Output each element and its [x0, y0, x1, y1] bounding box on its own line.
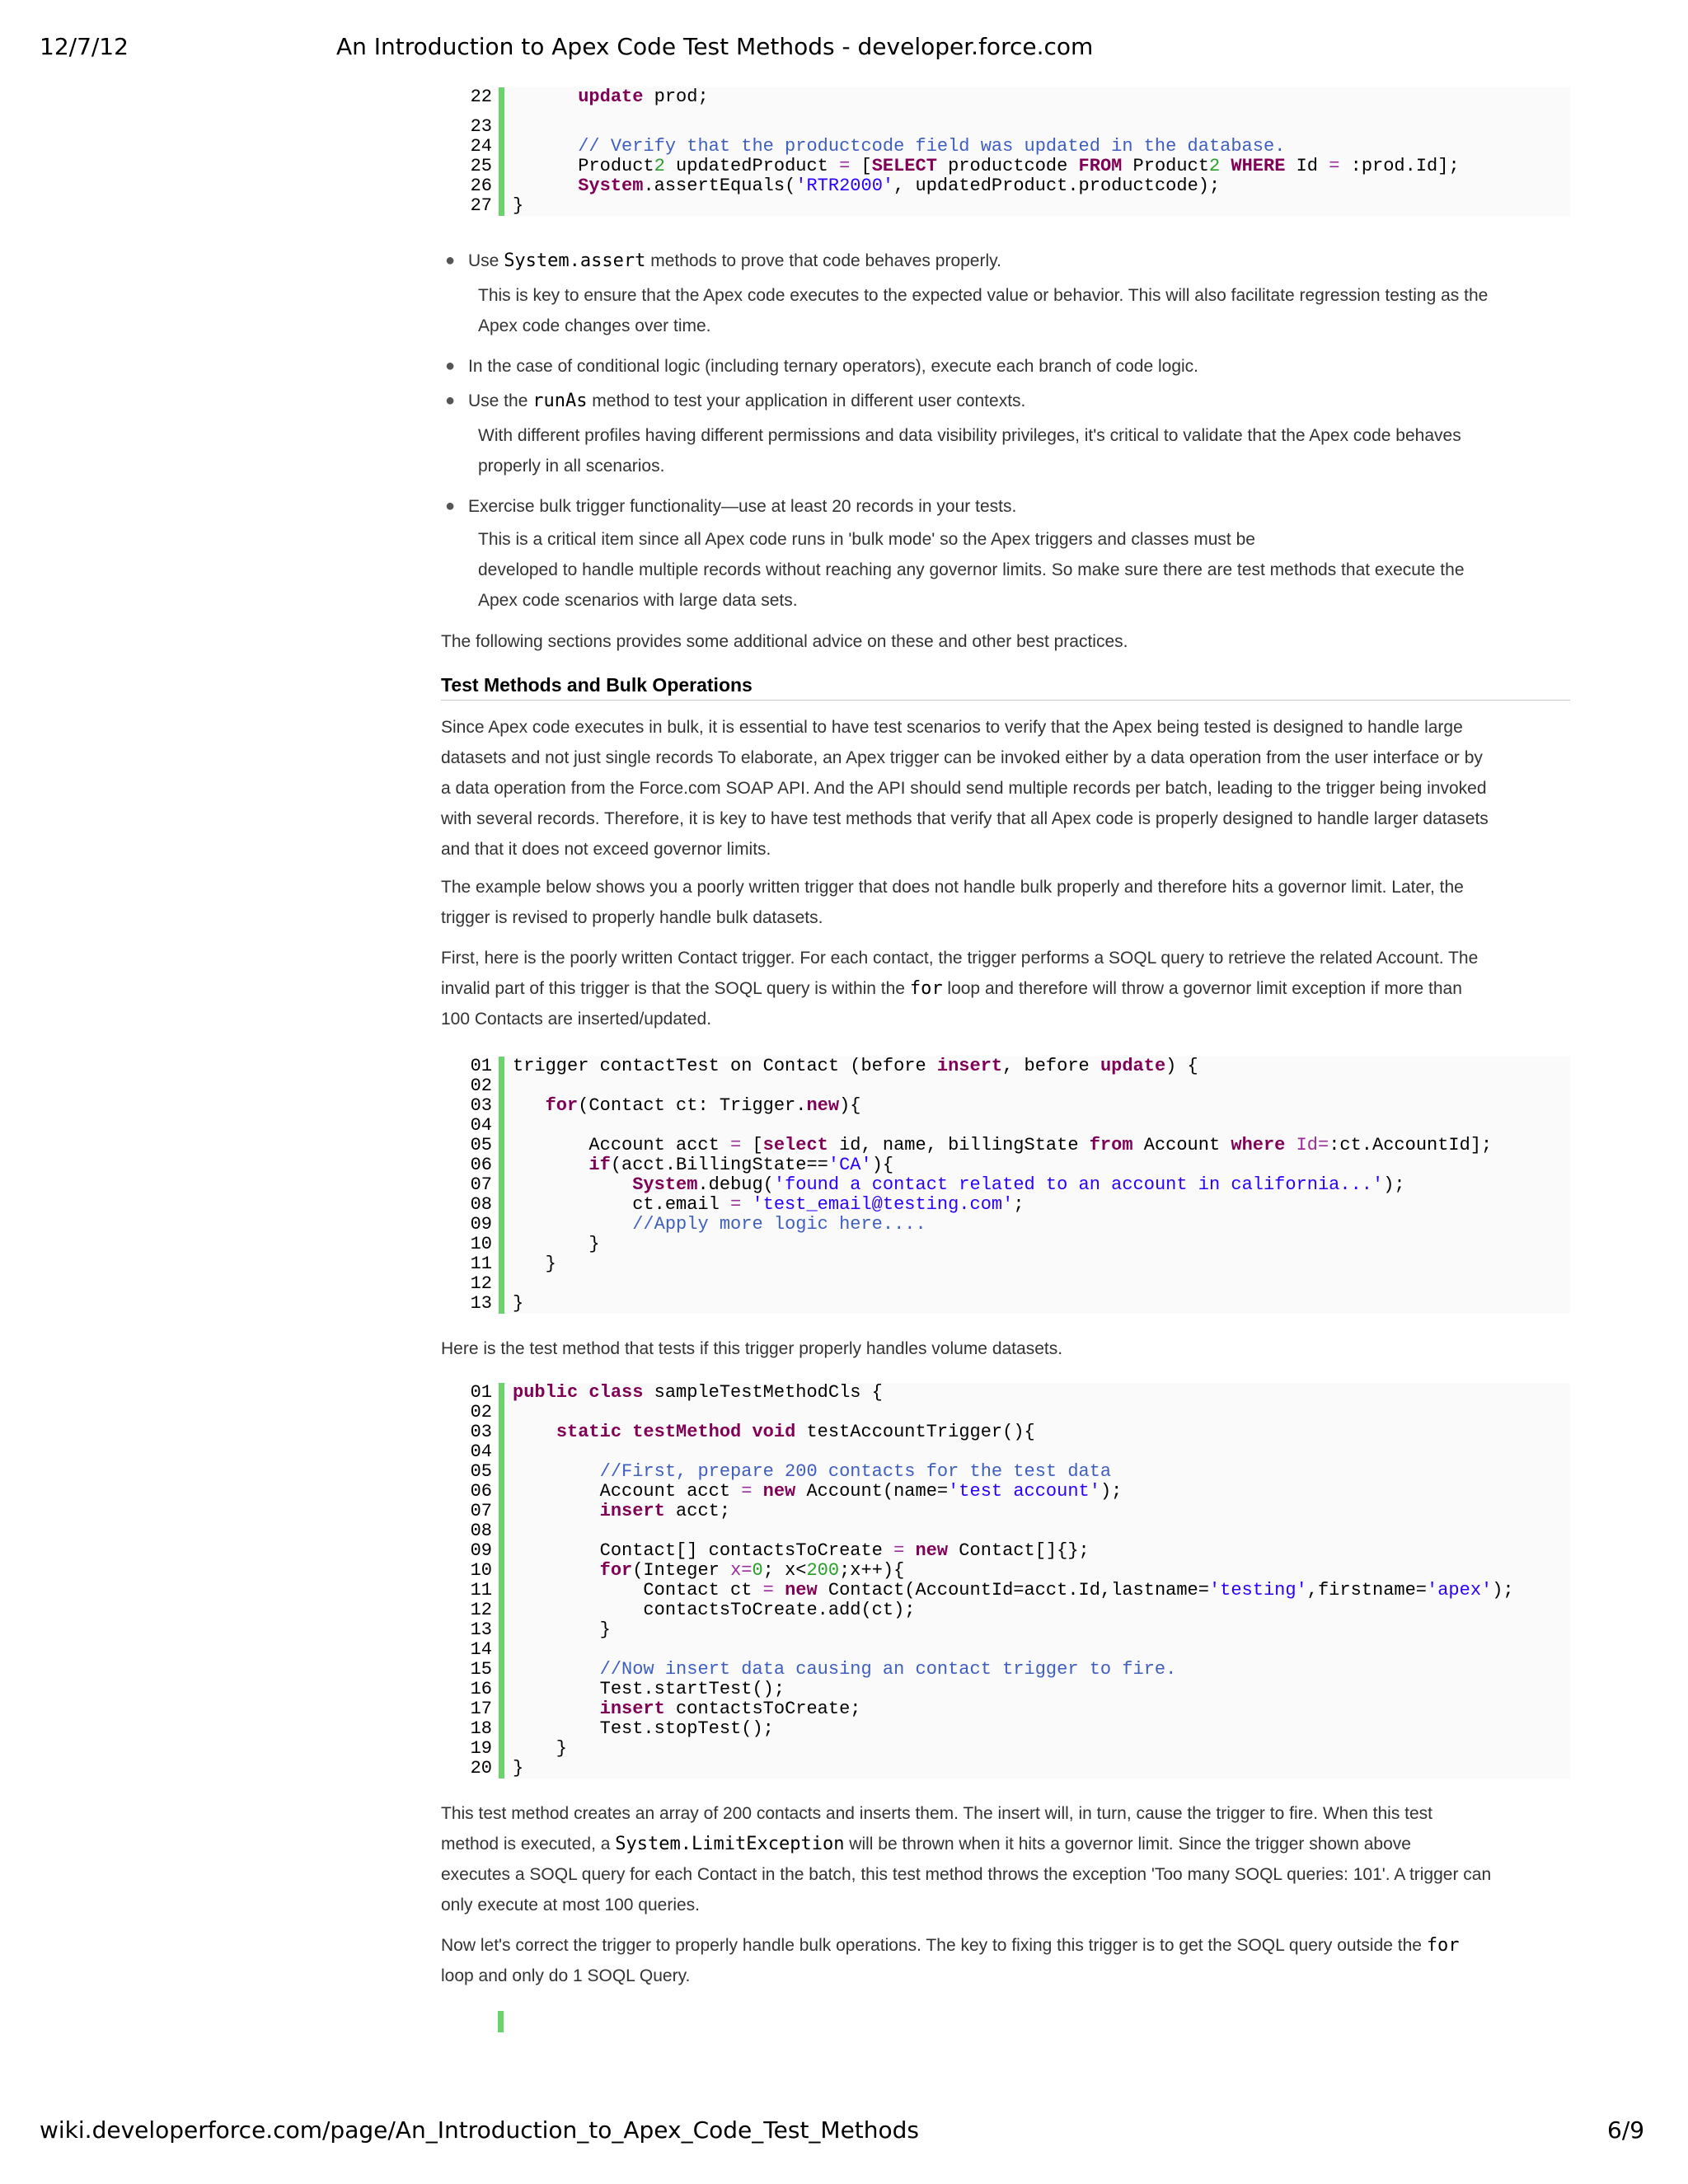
code-line: 26 System.assertEquals('RTR2000', updatedProduct.productcode);	[457, 176, 1570, 196]
page-number: 6/9	[1607, 2116, 1645, 2144]
bullet-detail: This is key to ensure that the Apex code executes to the expected value or behavior. This will also facilitate regression testing as the Apex code changes over time.	[478, 286, 1489, 335]
code-line	[457, 107, 1570, 117]
code-line: 23	[457, 117, 1570, 137]
bullet-dot-icon: ●	[445, 357, 456, 375]
paragraph: Here is the test method that tests if this trigger properly handles volume datasets.	[441, 1339, 1063, 1358]
bullet-detail: This is a critical item since all Apex code runs in 'bulk mode' so the Apex triggers and classes must be developed to handle multiple records without reaching any governor limits. So make sure there are test methods that execute the Apex code scenarios with large data sets.	[478, 530, 1465, 610]
code-line: 25 Product2 updatedProduct = [SELECT productcode FROM Product2 WHERE Id = :prod.Id];	[457, 157, 1570, 176]
paragraph: Since Apex code executes in bulk, it is essential to have test scenarios to verify that the Apex being tested is designed to handle large datasets and not just single records To elaborate, an Apex trigger can be invoked either by a data operation from the user interface or by a data operation from the Force.com SOAP API. And the API should send multiple records per batch, leading to the trigger being invoked with several records. Therefore, it is key to have test methods that verify that all Apex code is properly designed to handle larger datasets and that it does not exceed governor limits.	[441, 718, 1489, 859]
code-block-test-class: 01 public class sampleTestMethodCls { 02 03 static testMethod void testAccountTrigger(){ 04 05 //First, prepare 200 contacts for the test data 06 Account acct = new Account(name='test account'); 07 insert acct; 08 09 Contact[] contactsToCreate = new Contact[]{}; 10 for(Integer x=0; x<200;x++){ 11 Contact ct = new Contact(AccountId=acct.Id,lastname='testing',firstname='apex'); 12 contactsToCreate.add(ct); 13 } 14 15 //Now insert data causing an contact trigger to fire. 16 Test.startTest(); 17 insert contactsToCreate; 18 Test.stopTest(); 19 } 20 }	[457, 1383, 1570, 1779]
paragraph: Now let's correct the trigger to properly handle bulk operations. The key to fixing this trigger is to get the SOQL query outside the for loop and only do 1 SOQL Query.	[441, 1935, 1460, 1985]
page-url: wiki.developerforce.com/page/An_Introduction_to_Apex_Code_Test_Methods	[40, 2116, 920, 2144]
paragraph: The example below shows you a poorly written trigger that does not handle bulk properly and therefore hits a governor limit. Later, the trigger is revised to properly handle bulk datasets.	[441, 878, 1464, 927]
page-title: An Introduction to Apex Code Test Methods - developer.force.com	[336, 33, 1094, 60]
section-heading: Test Methods and Bulk Operations	[441, 674, 1570, 701]
paragraph: First, here is the poorly written Contact trigger. For each contact, the trigger performs a SOQL query to retrieve the related Account. The invalid part of this trigger is that the SOQL query is within the for loop and therefore will throw a governor limit exception if more than 100 Contacts are inserted/updated.	[441, 949, 1479, 1029]
bullet-dot-icon: ●	[445, 391, 456, 410]
code-block-gutter	[498, 2011, 504, 2032]
paragraph: The following sections provides some additional advice on these and other best practices.	[441, 632, 1128, 651]
code-block-trigger: 01 trigger contactTest on Contact (before insert, before update) { 02 03 for(Contact ct: Trigger.new){ 04 05 Account acct = [select id, name, billingState from Account where Id=:ct.AccountId]; 06 if(acct.BillingState=='CA'){ 07 System.debug('found a contact related to an account in california...'); 08 ct.email = 'test_email@testing.com'; 09 //Apply more logic here.... 10 } 11 } 12 13 }	[457, 1057, 1570, 1314]
bullet-dot-icon: ●	[445, 251, 456, 269]
print-date: 12/7/12	[40, 33, 129, 60]
bullet-dot-icon: ●	[445, 497, 456, 515]
paragraph: This test method creates an array of 200 contacts and inserts them. The insert will, in turn, cause the trigger to fire. When this test method is executed, a System.LimitException will be thrown when it hits a governor limit. Since the trigger shown above executes a SOQL query for each Contact in the batch, this test method throws the exception 'Too many SOQL queries: 101'. A trigger can only execute at most 100 queries.	[441, 1804, 1492, 1915]
code-line: 24 // Verify that the productcode field was updated in the database.	[457, 137, 1570, 157]
code-block-1	[457, 87, 1570, 216]
bullet-detail: With different profiles having different permissions and data visibility privileges, it's critical to validate that the Apex code behaves properly in all scenarios.	[478, 426, 1461, 476]
code-line: 22 update prod;	[457, 87, 1570, 107]
code-line: 27 }	[457, 196, 1570, 216]
